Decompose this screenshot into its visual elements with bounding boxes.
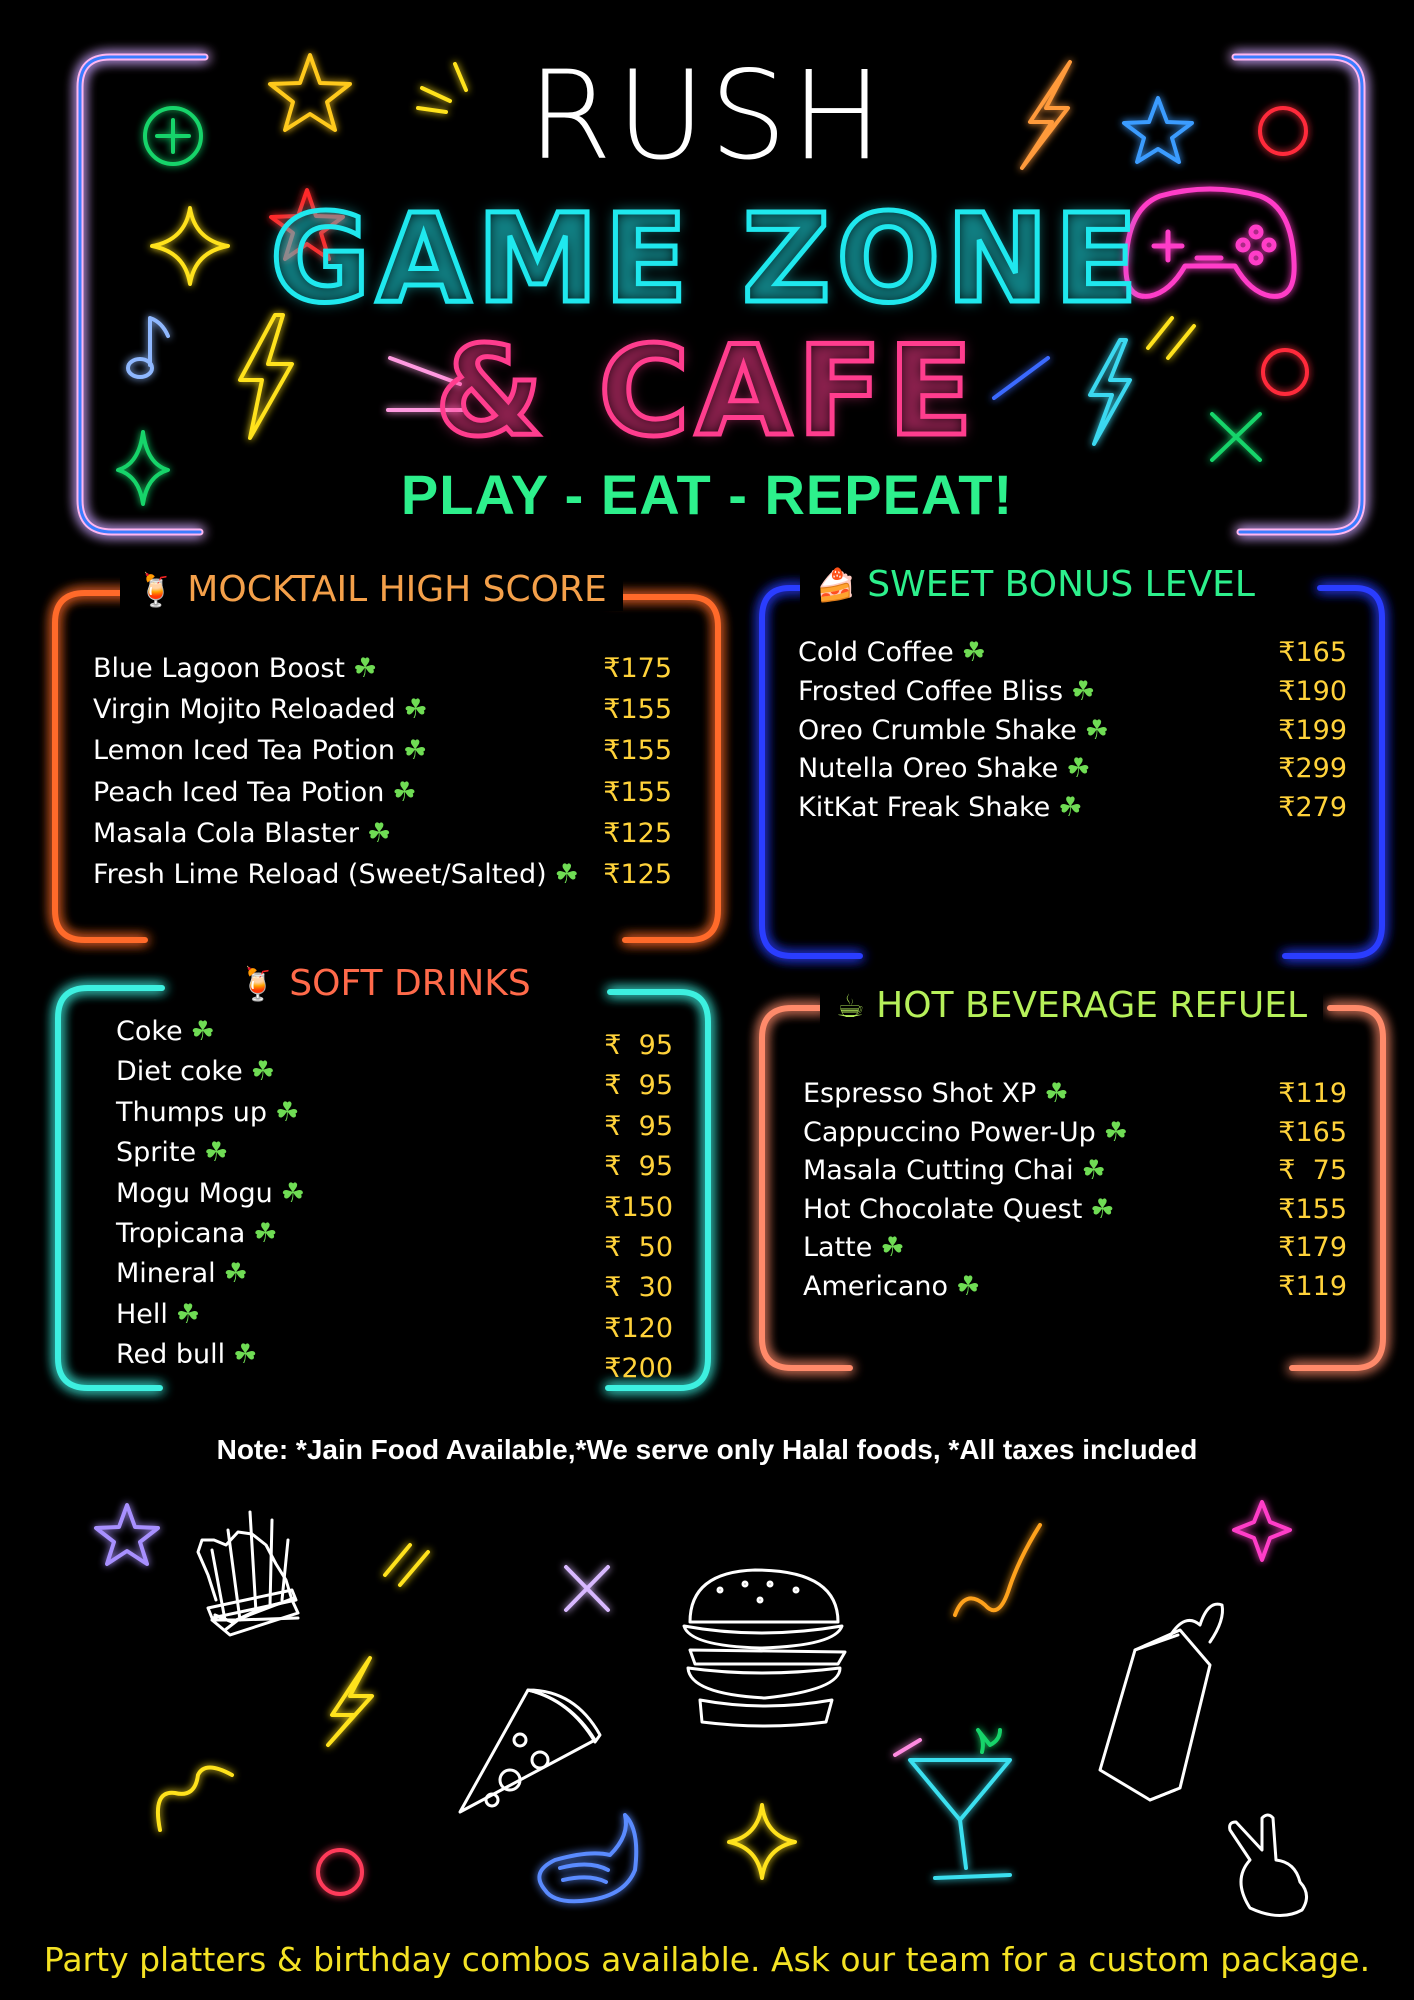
- veg-clover-icon: ☘: [1084, 714, 1109, 746]
- menu-item-name: Thumps up ☘: [116, 1096, 300, 1128]
- veg-clover-icon: ☘: [1058, 792, 1083, 824]
- cocktail-doodle-icon: [895, 1730, 1010, 1878]
- menu-item-price: ₹155: [603, 776, 672, 808]
- veg-clover-icon: ☘: [1090, 1193, 1115, 1225]
- footer-doodles: [96, 1502, 1290, 1894]
- veg-clover-icon: ☘: [1103, 1116, 1128, 1148]
- menu-item-name: Americano ☘: [803, 1271, 981, 1302]
- menu-item-name: Blue Lagoon Boost ☘: [93, 653, 378, 684]
- menu-item-name: Nutella Oreo Shake ☘: [798, 753, 1091, 785]
- fries-icon: [198, 1512, 298, 1635]
- burger-icon: [684, 1570, 845, 1726]
- veg-clover-icon: ☘: [353, 653, 378, 684]
- menu-item-name: Espresso Shot XP ☘: [803, 1078, 1069, 1109]
- footer-promo: Party platters & birthday combos available. Ask our team for a custom package.: [43, 1940, 1371, 1979]
- menu-item-price: ₹ 50: [604, 1232, 673, 1263]
- menu-item-name: Masala Cutting Chai ☘: [803, 1155, 1106, 1187]
- veg-clover-icon: ☘: [280, 1177, 305, 1209]
- veg-clover-icon: ☘: [253, 1218, 278, 1249]
- menu-item-price: ₹155: [1278, 1193, 1347, 1225]
- brand-logo: RUSH: [527, 45, 887, 187]
- title-game-zone: GAME ZONE: [270, 188, 1144, 330]
- veg-clover-icon: ☘: [1081, 1155, 1106, 1187]
- menu-item-price: ₹119: [1278, 1271, 1347, 1302]
- veg-clover-icon: ☘: [961, 637, 987, 668]
- menu-item-name: Lemon Iced Tea Potion ☘: [93, 735, 428, 767]
- mocktail-section-title: 🍹 MOCKTAIL HIGH SCORE: [120, 568, 623, 611]
- menu-item-name: Peach Iced Tea Potion ☘: [93, 776, 417, 808]
- veg-clover-icon: ☘: [1044, 1078, 1069, 1109]
- sparkle-icon: [1234, 1502, 1290, 1560]
- menu-item-name: Tropicana ☘: [116, 1218, 278, 1249]
- sparkle-icon: [729, 1805, 795, 1878]
- squiggle-icon: [158, 1768, 232, 1831]
- menu-item-price: ₹150: [604, 1191, 673, 1223]
- tagline: PLAY - EAT - REPEAT!: [400, 463, 1014, 526]
- veg-clover-icon: ☘: [1071, 675, 1096, 707]
- menu-note: Note: *Jain Food Available,*We serve only Halal foods, *All taxes included: [216, 1434, 1198, 1465]
- menu-item-price: ₹120: [604, 1312, 673, 1344]
- veg-clover-icon: ☘: [554, 859, 579, 890]
- coffee-cup-icon: ☕: [836, 987, 865, 1025]
- food-doodles: [198, 1512, 1307, 1916]
- menu-item-name: Hell ☘: [116, 1298, 201, 1330]
- menu-item-price: ₹299: [1278, 753, 1347, 785]
- veg-clover-icon: ☘: [403, 694, 428, 726]
- veg-clover-icon: ☘: [880, 1232, 905, 1264]
- peace-hand-icon: [1230, 1815, 1307, 1916]
- sweet-section-title: 🍰 SWEET BONUS LEVEL: [800, 563, 1271, 606]
- lightning-icon: [328, 1658, 372, 1745]
- dash-lines: [385, 1545, 428, 1585]
- menu-item-price: ₹199: [1278, 714, 1347, 746]
- menu-item-price: ₹ 95: [604, 1151, 673, 1183]
- cake-icon: 🍰: [816, 566, 856, 604]
- menu-item-price: ₹179: [1278, 1232, 1347, 1264]
- menu-item-name: Virgin Mojito Reloaded ☘: [93, 694, 428, 726]
- menu-item-price: ₹155: [603, 694, 672, 726]
- menu-item-price: ₹155: [603, 735, 672, 767]
- menu-item-price: ₹190: [1278, 675, 1347, 707]
- pizza-slice-icon: [460, 1690, 600, 1812]
- hot-beverage-section-title: ☕ HOT BEVERAGE REFUEL: [820, 984, 1323, 1027]
- menu-item-price: ₹ 30: [604, 1272, 673, 1304]
- menu-item-name: Latte ☘: [803, 1232, 905, 1264]
- menu-item-price: ₹ 95: [604, 1030, 673, 1061]
- hot-beverage-frame: [762, 1008, 1383, 1368]
- veg-clover-icon: ☘: [204, 1137, 229, 1169]
- menu-item-price: ₹175: [603, 653, 672, 684]
- menu-item-name: Red bull ☘: [116, 1339, 258, 1371]
- menu-item-name: Frosted Coffee Bliss ☘: [798, 675, 1096, 707]
- menu-item-name: Hot Chocolate Quest ☘: [803, 1193, 1115, 1225]
- menu-item-name: Sprite ☘: [116, 1137, 229, 1169]
- menu-item-name: Mogu Mogu ☘: [116, 1177, 305, 1209]
- veg-clover-icon: ☘: [275, 1096, 300, 1128]
- veg-clover-icon: ☘: [392, 776, 417, 808]
- menu-item-name: KitKat Freak Shake ☘: [798, 792, 1083, 824]
- soft-drinks-section-title: 🍹 SOFT DRINKS: [222, 962, 547, 1005]
- menu-item-name: Mineral ☘: [116, 1258, 248, 1290]
- menu-item-price: ₹ 75: [1278, 1155, 1347, 1187]
- menu-item-name: Cold Coffee ☘: [798, 637, 987, 668]
- menu-item-name: Cappuccino Power-Up ☘: [803, 1116, 1128, 1148]
- menu-item-price: ₹165: [1278, 1116, 1347, 1148]
- menu-item-price: ₹279: [1278, 792, 1347, 824]
- menu-item-price: ₹ 95: [604, 1070, 673, 1102]
- menu-item-price: ₹125: [603, 817, 672, 849]
- menu-item-price: ₹125: [603, 859, 672, 890]
- veg-clover-icon: ☘: [175, 1298, 201, 1330]
- veg-clover-icon: ☘: [223, 1258, 248, 1290]
- thumbs-hand-icon: [539, 1815, 636, 1901]
- veg-clover-icon: ☘: [403, 735, 428, 767]
- veg-clover-icon: ☘: [190, 1016, 215, 1047]
- menu-item-name: Oreo Crumble Shake ☘: [798, 714, 1109, 746]
- veg-clover-icon: ☘: [956, 1271, 981, 1302]
- cross-icon: [566, 1567, 608, 1610]
- star-icon: [96, 1505, 158, 1564]
- circle-icon: [318, 1850, 362, 1894]
- menu-item-price: ₹119: [1278, 1078, 1347, 1109]
- cocktail-icon: 🍹: [238, 965, 278, 1003]
- soda-can-icon: [1100, 1604, 1223, 1800]
- menu-item-name: Coke ☘: [116, 1016, 215, 1047]
- menu-item-name: Masala Cola Blaster ☘: [93, 817, 392, 849]
- menu-item-name: Diet coke ☘: [116, 1056, 275, 1088]
- cocktail-icon: 🍹: [136, 571, 176, 609]
- menu-item-price: ₹165: [1278, 637, 1347, 668]
- menu-item-price: ₹ 95: [604, 1110, 673, 1142]
- menu-item-name: Fresh Lime Reload (Sweet/Salted) ☘: [93, 859, 579, 890]
- veg-clover-icon: ☘: [233, 1339, 258, 1371]
- squiggle-icon: [955, 1525, 1040, 1615]
- menu-item-price: ₹200: [604, 1353, 673, 1385]
- title-cafe: & CAFE: [435, 320, 979, 464]
- veg-clover-icon: ☘: [367, 817, 392, 849]
- veg-clover-icon: ☘: [1066, 753, 1091, 785]
- veg-clover-icon: ☘: [250, 1056, 275, 1088]
